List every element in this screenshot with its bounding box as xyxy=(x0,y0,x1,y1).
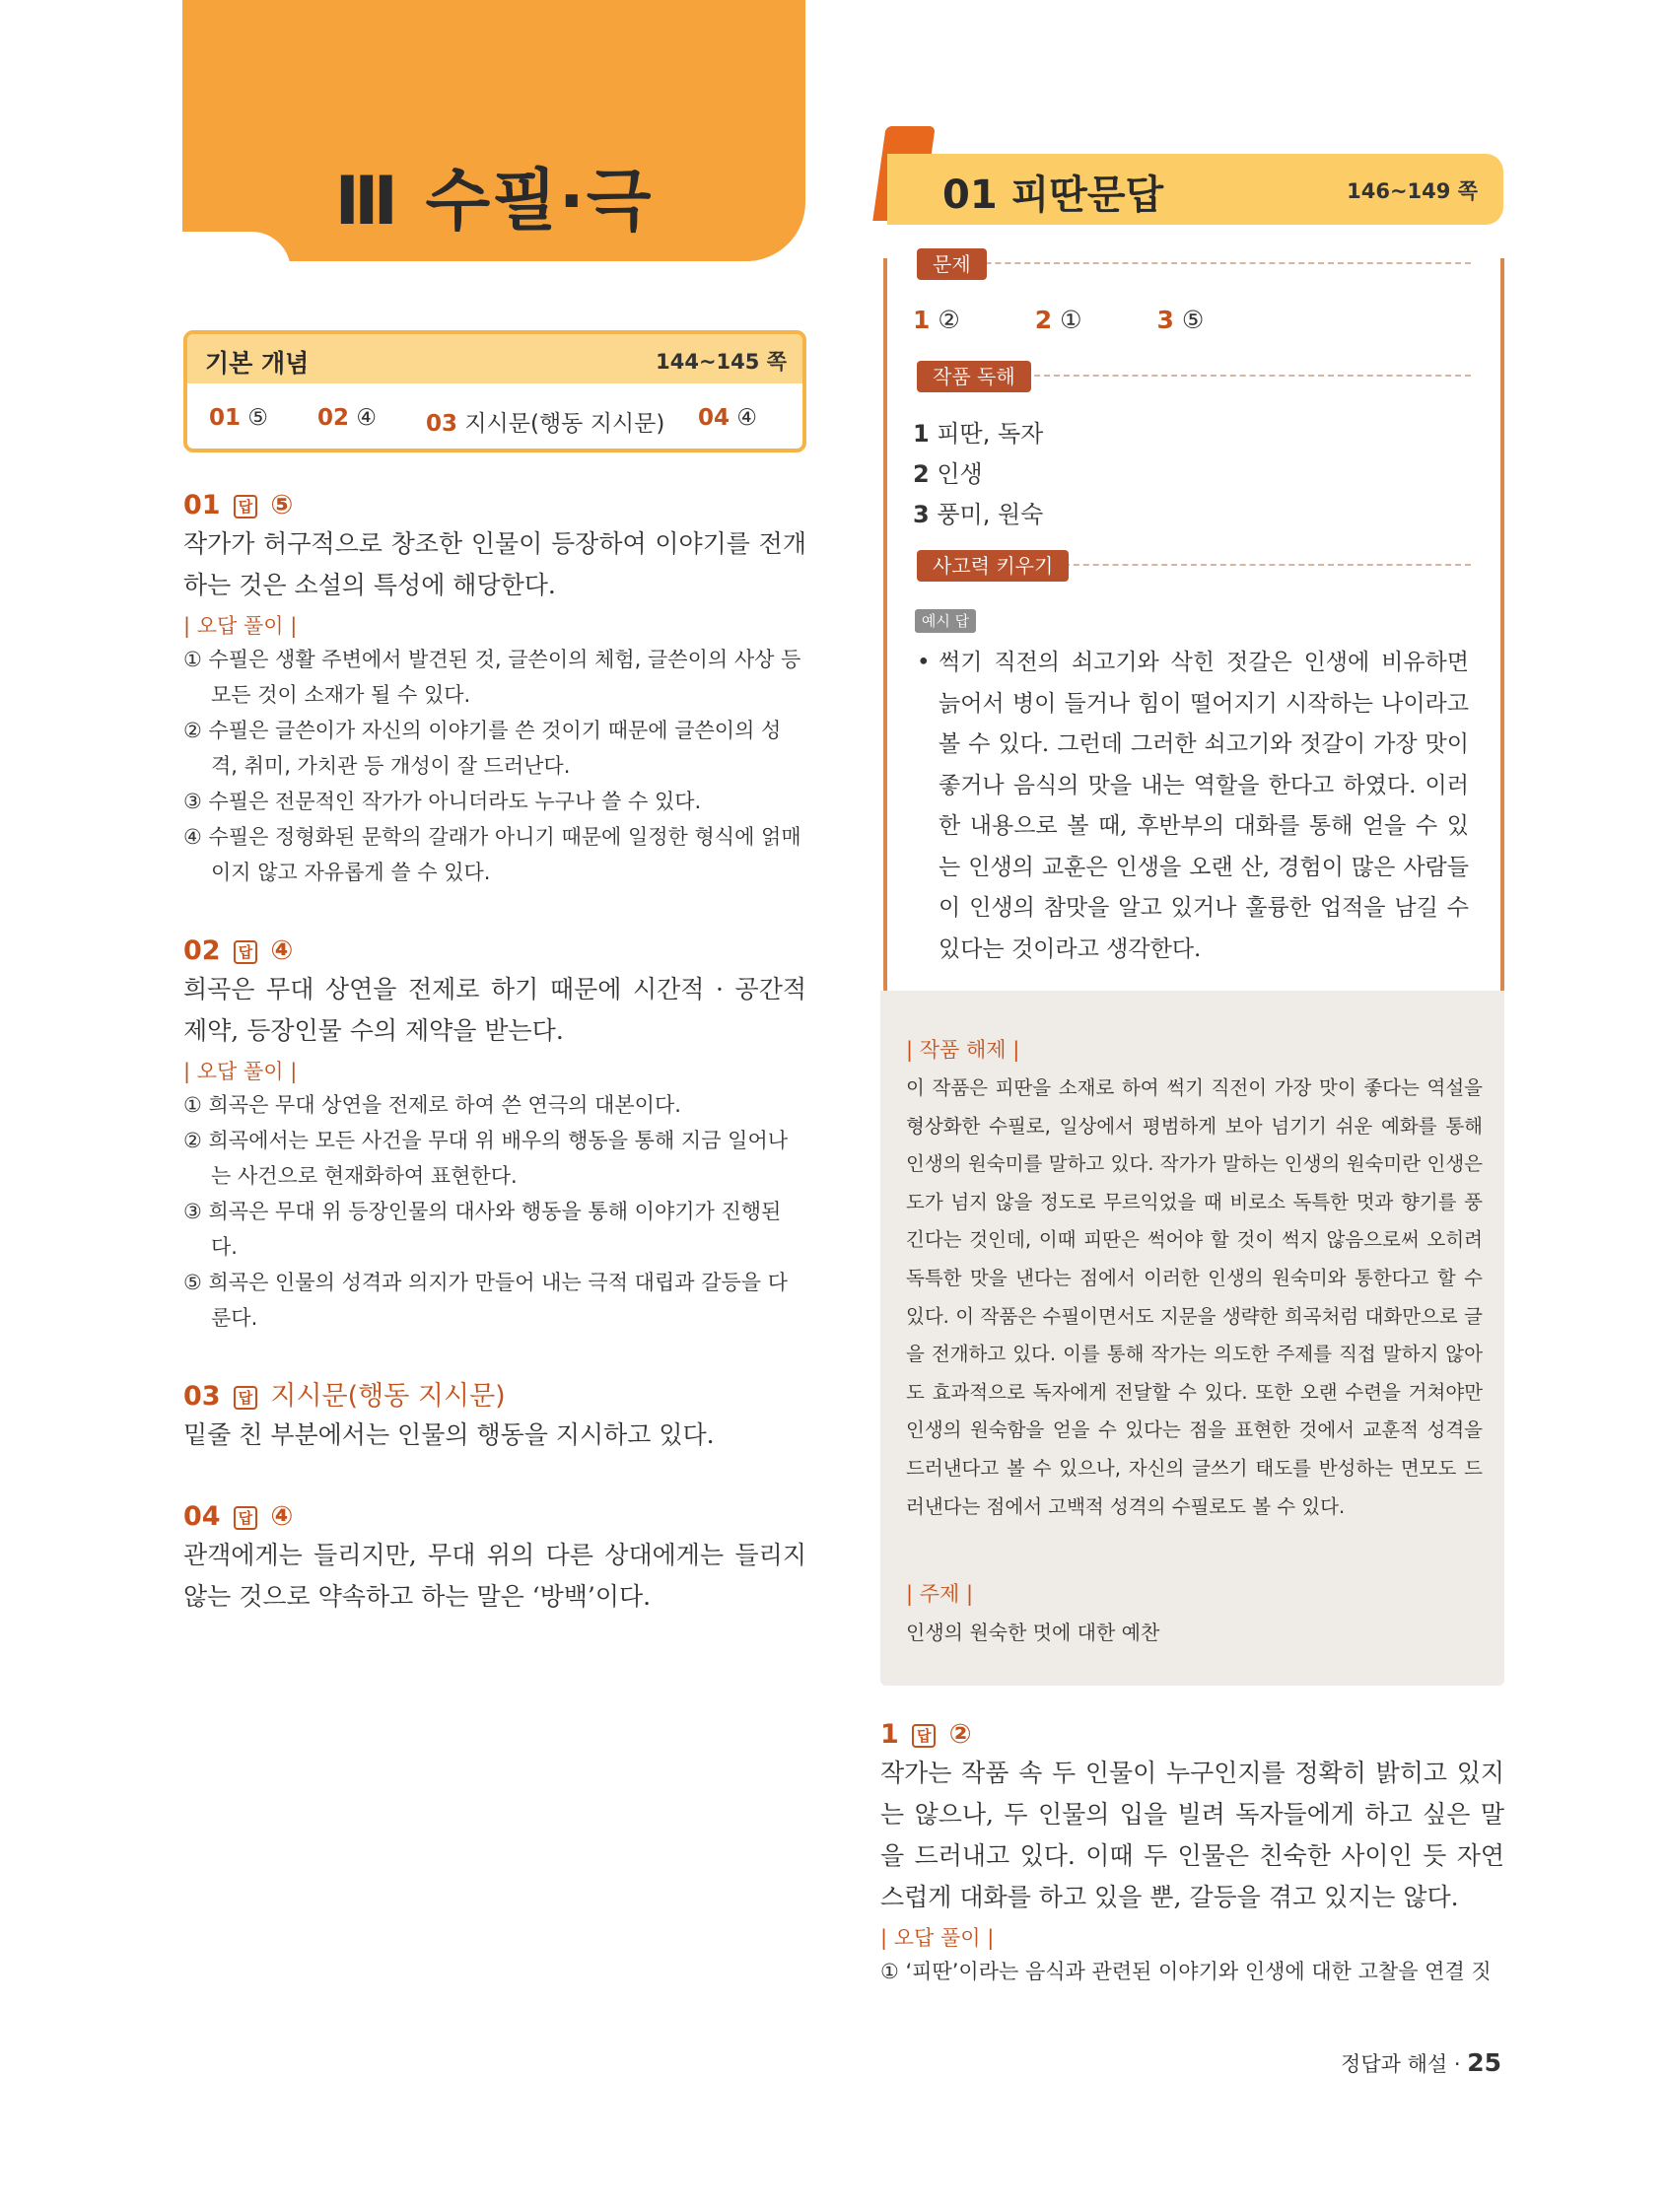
answer-heading: 01 답 ⑤ xyxy=(183,490,294,520)
wrong-answer-item: ③ 희곡은 무대 위 등장인물의 대사와 행동을 통해 이야기가 진행된다. xyxy=(183,1200,782,1259)
left-column xyxy=(183,488,806,1618)
page-footer: 정답과 해설 · 25 xyxy=(1341,2048,1501,2077)
wrong-answer-item: ① ‘피딴’이라는 음식과 관련된 이야기와 인생에 대한 고찰을 연결 짓 xyxy=(880,1960,1492,1983)
reading-item: 3 풍미, 원숙 xyxy=(913,501,1044,528)
wrong-answer-label: | 오답 풀이 | xyxy=(183,1060,298,1083)
wrong-answer-item: ② 수필은 글쓴이가 자신의 이야기를 쓴 것이기 때문에 글쓴이의 성격, 취미, 가치관 등 개성이 잘 드러난다. xyxy=(183,719,782,778)
commentary-text: 이 작품은 피딴을 소재로 하여 썩기 직전이 가장 맛이 좋다는 역설을 형상화한 수필로, 일상에서 평범하게 보아 넘기기 쉬운 예화를 통해 인생의 원숙미를 말하고 있다. 작가가 말하는 인생의 원숙미란 인생은 도가 넘지 않을 정도로 무르익었을 때 비로소 독특한 멋과 향기를 풍긴다는 것인데, 이때 피딴은 썩어야 할 것이 썩지 않음으로써 오히려 독특한 맛을 낸다는 점에서 이러한 인생의 원숙미와 통한다고 할 수 있다. 이 작품은 수필이면서도 지문을 생략한 희곡처럼 대화만으로 글을 전개하고 있다. 이를 통해 작가는 의도한 주제를 직접 말하지 않아도 효과적으로 독자에게 전달할 수 있다. 또한 오랜 수련을 거쳐야만 인생의 원숙함을 얻을 수 있다는 점을 표현한 것에서 교훈적 성격을 드러낸다고 볼 수 있으나, 자신의 글쓰기 태도를 반성하는 면모도 드러낸다는 점에서 고백적 성격의 수필로도 볼 수 있다. xyxy=(906,1076,1483,1518)
answer-heading: 03 답 지시문(행동 지시문) xyxy=(183,1381,506,1412)
concept-answer: 01 ⑤ xyxy=(209,405,268,431)
concept-pages: 144~145 쪽 xyxy=(656,350,787,374)
answer-explanation: 밑줄 친 부분에서는 인물의 행동을 지시하고 있다. xyxy=(183,1420,715,1449)
wrong-answer-item: ④ 수필은 정형화된 문학의 갈래가 아니기 때문에 일정한 형식에 얽매이지 않고 자유롭게 쓸 수 있다. xyxy=(183,825,801,884)
example-answer-tag: 예시 답 xyxy=(915,609,976,633)
wrong-answer-item: ① 수필은 생활 주변에서 발견된 것, 글쓴이의 체험, 글쓴이의 사상 등 모든 것이 소재가 될 수 있다. xyxy=(183,648,801,707)
answer-box xyxy=(883,252,1504,1002)
wrong-answer-label: | 오답 풀이 | xyxy=(183,614,298,638)
answer-heading: 04 답 ④ xyxy=(183,1501,294,1532)
concept-answer: 02 ④ xyxy=(317,405,377,431)
reading-item: 2 인생 xyxy=(913,460,983,488)
concept-box xyxy=(183,330,806,452)
problem-tag: 문제 xyxy=(917,248,987,280)
section-header xyxy=(887,154,1503,225)
wrong-answer-item: ③ 수필은 전문적인 작가가 아니더라도 누구나 쓸 수 있다. xyxy=(183,790,702,813)
reading-item: 1 피딴, 독자 xyxy=(913,420,1044,448)
page-number: 25 xyxy=(1467,2048,1501,2077)
concept-header xyxy=(187,334,802,383)
thinking-answer: • 썩기 직전의 쇠고기와 삭힌 젓갈은 인생에 비유하면 늙어서 병이 들거나 힘이 떨어지기 시작하는 나이라고 볼 수 있다. 그런데 그러한 쇠고기와 젓갈이 가장 맛이 좋거나 음식의 맛을 내는 역할을 한다고 하였다. 이러한 내용으로 볼 때, 후반부의 대화를 통해 얻을 수 있는 인생의 교훈은 인생을 오랜 산, 경험이 많은 사람들이 인생의 참맛을 알고 있거나 훌륭한 업적을 남길 수 있다는 것이라고 생각한다. xyxy=(917,643,1469,970)
wrong-answer-item: ⑤ 희곡은 인물의 성격과 의지가 만들어 내는 극적 대립과 갈등을 다룬다. xyxy=(183,1271,789,1330)
answer-heading: 02 답 ④ xyxy=(183,935,294,966)
concept-title: 기본 개념 xyxy=(205,349,310,378)
wrong-answer-label: | 오답 풀이 | xyxy=(880,1926,995,1950)
thinking-tag: 사고력 키우기 xyxy=(917,550,1069,582)
commentary-label: | 작품 해제 | xyxy=(906,1038,1020,1062)
wrong-answer-item: ① 희곡은 무대 상연을 전제로 하여 쓴 연극의 대본이다. xyxy=(183,1093,681,1117)
wrong-answer-item: ② 희곡에서는 모든 사건을 무대 위 배우의 행동을 통해 지금 일어나는 사건으로 현재화하여 표현한다. xyxy=(183,1129,789,1188)
concept-answer: 04 ④ xyxy=(698,405,757,431)
commentary-box xyxy=(880,991,1504,1686)
answer-explanation: 작가는 작품 속 두 인물이 누구인지를 정확히 밝히고 있지는 않으나, 두 인물의 입을 빌려 독자들에게 하고 싶은 말을 드러내고 있다. 이때 두 인물은 친숙한 사이인 듯 자연스럽게 대화를 하고 있을 뿐, 갈등을 겪고 있지는 않다. xyxy=(880,1759,1504,1911)
answer-explanation: 관객에게는 들리지만, 무대 위의 다른 상대에게는 들리지 않는 것으로 약속하고 하는 말은 ‘방백’이다. xyxy=(183,1541,806,1611)
problem-answers: 1 ② 2 ① 3 ⑤ xyxy=(913,306,1205,334)
answer-explanation: 작가가 허구적으로 창조한 인물이 등장하여 이야기를 전개하는 것은 소설의 특성에 해당한다. xyxy=(183,529,806,599)
section-pages: 146~149 쪽 xyxy=(1347,179,1478,203)
right-lower-column xyxy=(880,1717,1504,1989)
reading-tag: 작품 독해 xyxy=(917,361,1031,392)
chapter-title: Ⅲ 수필·극 xyxy=(334,163,654,241)
answer-explanation: 희곡은 무대 상연을 전제로 하기 때문에 시간적 · 공간적 제약, 등장인물 수의 제약을 받는다. xyxy=(183,975,806,1045)
answer-heading: 1 답 ② xyxy=(880,1719,972,1750)
section-title: 01 피딴문답 xyxy=(942,173,1164,218)
theme-label: | 주제 | xyxy=(906,1582,974,1606)
concept-answer: 03 지시문(행동 지시문) xyxy=(426,411,665,437)
theme-text: 인생의 원숙한 멋에 대한 예찬 xyxy=(906,1621,1160,1644)
